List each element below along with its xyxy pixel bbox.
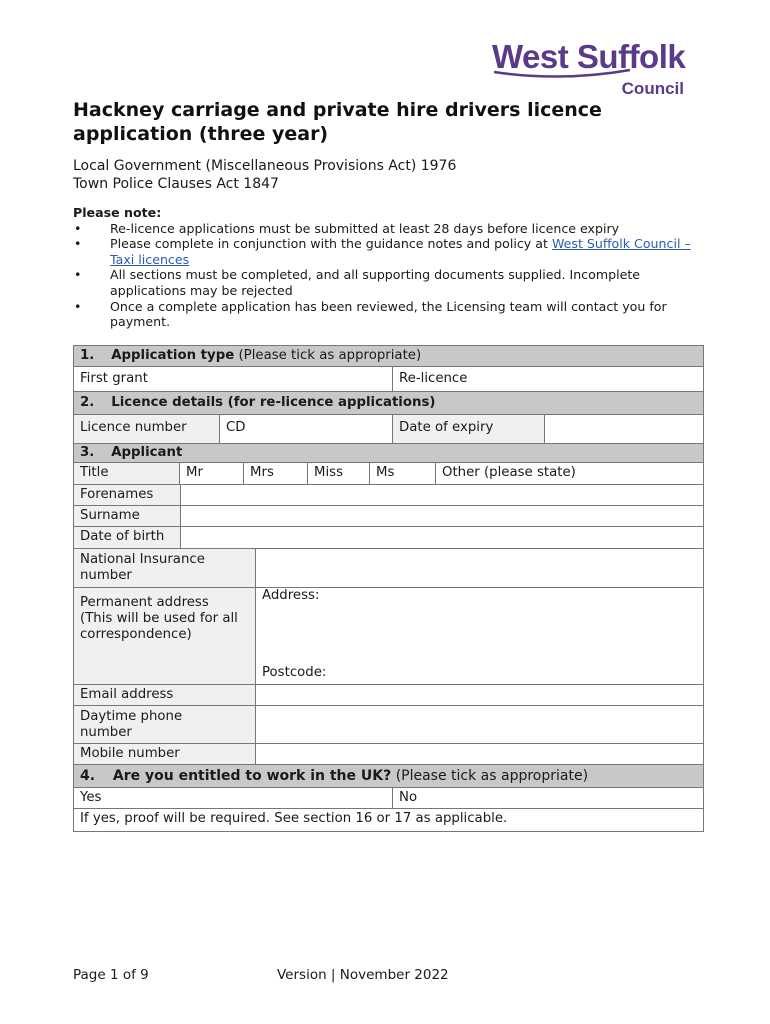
section-3-header: 3. Applicant	[73, 443, 704, 463]
section-1-header: 1. Application type (Please tick as appropriate)	[73, 345, 704, 367]
section-2-header: 2. Licence details (for re-licence applications)	[73, 391, 704, 415]
licence-number-label: Licence number	[73, 414, 220, 444]
forenames-label: Forenames	[73, 484, 181, 506]
please-note	[73, 205, 703, 330]
surname-label: Surname	[73, 505, 181, 527]
title-miss-option[interactable]: Miss	[307, 462, 370, 485]
uk-work-no-checkbox[interactable]: No	[392, 787, 704, 809]
relicence-checkbox[interactable]: Re-licence	[392, 366, 704, 392]
application-form	[73, 345, 703, 831]
mobile-label: Mobile number	[73, 743, 256, 765]
address-caption: Address:	[262, 588, 320, 603]
date-of-birth-input[interactable]	[180, 526, 704, 549]
daytime-phone-label: Daytime phone number	[73, 705, 256, 744]
west-suffolk-logo	[492, 38, 696, 100]
permanent-address-label: Permanent address (This will be used for all correspondence)	[73, 587, 256, 685]
first-grant-checkbox[interactable]: First grant	[73, 366, 393, 392]
date-of-expiry-input[interactable]	[544, 414, 704, 444]
title-mrs-option[interactable]: Mrs	[243, 462, 308, 485]
ni-number-input[interactable]	[255, 548, 704, 588]
page-number: Page 1 of 9	[73, 967, 149, 983]
act-2: Town Police Clauses Act 1847	[73, 176, 279, 192]
forenames-input[interactable]	[180, 484, 704, 506]
taxi-licences-link[interactable]: West Suffolk Council – Taxi licences	[110, 236, 691, 267]
surname-input[interactable]	[180, 505, 704, 527]
note-item-1: • Re-licence applications must be submitted at least 28 days before licence expiry	[73, 221, 703, 237]
email-label: Email address	[73, 684, 256, 706]
acts-list	[73, 157, 456, 193]
mobile-input[interactable]	[255, 743, 704, 765]
logo-swoosh-icon	[492, 66, 632, 80]
title-label: Title	[73, 462, 180, 485]
note-item-2: • Please complete in conjunction with the guidance notes and policy at West Suffolk Council – Taxi licences	[73, 236, 703, 267]
postcode-caption: Postcode:	[262, 665, 327, 680]
logo-council: Council	[621, 79, 684, 98]
logo-name: West Suffolk	[492, 38, 686, 75]
daytime-phone-input[interactable]	[255, 705, 704, 744]
email-input[interactable]	[255, 684, 704, 706]
title-other-option[interactable]: Other (please state)	[435, 462, 704, 485]
date-of-birth-label: Date of birth	[73, 526, 181, 549]
note-item-3: • All sections must be completed, and all supporting documents supplied. Incomplete applications may be rejected	[73, 267, 703, 298]
note-heading: Please note:	[73, 205, 162, 220]
page-title: Hackney carriage and private hire drivers licence application (three year)	[73, 99, 602, 145]
title-ms-option[interactable]: Ms	[369, 462, 436, 485]
uk-work-yes-checkbox[interactable]: Yes	[73, 787, 393, 809]
proof-note: If yes, proof will be required. See section 16 or 17 as applicable.	[73, 808, 704, 832]
date-of-expiry-label: Date of expiry	[392, 414, 545, 444]
title-mr-option[interactable]: Mr	[179, 462, 244, 485]
act-1: Local Government (Miscellaneous Provisions Act) 1976	[73, 158, 457, 174]
note-item-4: • Once a complete application has been reviewed, the Licensing team will contact you for payment.	[73, 299, 703, 330]
version-info: Version | November 2022	[277, 967, 449, 983]
ni-number-label: National Insurance number	[73, 548, 256, 588]
section-4-header: 4. Are you entitled to work in the UK? (Please tick as appropriate)	[73, 764, 704, 788]
licence-number-input[interactable]: CD	[219, 414, 393, 444]
address-input[interactable]	[255, 587, 704, 685]
